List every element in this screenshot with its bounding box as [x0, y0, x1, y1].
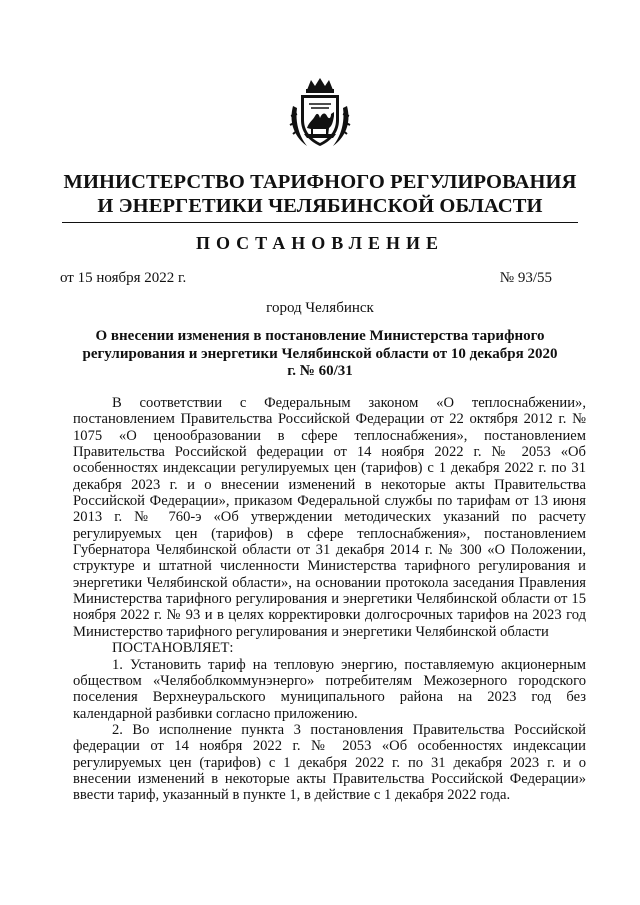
- item-1-paragraph: 1. Установить тариф на тепловую энергию, поставляемую акционерным обществом «Челябоблкоммунэнерго» потребителям Межозерного городского поселения Верхнеуральского муниципального района на 2023 год без календарной разбивки согласно приложению.: [73, 656, 586, 722]
- document-type-title: ПОСТАНОВЛЕНИЕ: [195, 233, 445, 253]
- preamble-paragraph: В соответствии с Федеральным законом «О теплоснабжении», постановлением Правительства Российской Федерации от 22 октября 2012 г. № 1075 «О ценообразовании в сфере теплоснабжения», постановлением Правительства Российской федерации от 14 ноября 2022 г. № 2053 «Об особенностях индексации регулируемых цен (тарифов) с 1 декабря 2022 г. по 31 декабря 2023 г. и о внесении изменений в некоторые акты Правительства Российской Федерации», приказом Федеральной службы по тарифам от 13 июня 2013 г. № 760-э «Об утверждении методических указаний по расчету регулируемых цен (тарифов) в сфере теплоснабжения», постановлением Губернатора Челябинской области от 31 декабря 2014 г. № 300 «О Положении, структуре и штатной численности Министерства тарифного регулирования и энергетики Челябинской области», на основании протокола заседания Правления Министерства тарифного регулирования и энергетики Челябинской области от 15 ноября 2022 г. № 93 и в целях корректировки долгосрочных тарифов на 2023 год Министерство тарифного регулирования и энергетики Челябинской области: [73, 395, 586, 640]
- document-subject: О внесении изменения в постановление Министерства тарифного регулирования и энергетики Челябинской области от 10 декабря 2020 г. № 60/31: [82, 328, 558, 379]
- document-number: № 93/55: [499, 270, 552, 286]
- ministry-name: [40, 170, 600, 218]
- ministry-name-line1: МИНИСТЕРСТВО ТАРИФНОГО РЕГУЛИРОВАНИЯ: [63, 171, 577, 193]
- document-date: от 15 ноября 2022 г.: [60, 270, 187, 286]
- header-divider: [62, 222, 578, 223]
- document-city: город Челябинск: [266, 300, 374, 316]
- resolves-heading: ПОСТАНОВЛЯЕТ:: [112, 640, 234, 657]
- coat-of-arms-icon: [287, 76, 353, 150]
- item-2-paragraph: 2. Во исполнение пункта 3 постановления Правительства Российской федерации от 14 ноября 2022 г. № 2053 «Об особенностях индексации регулируемых цен (тарифов) с 1 декабря 2022 г. по 31 декабря 2023 г. и о внесении изменений в некоторые акты Правительства Российской Федерации» ввести тариф, указанный в пункте 1, в действие с 1 декабря 2022 года.: [73, 721, 586, 804]
- ministry-name-line2: И ЭНЕРГЕТИКИ ЧЕЛЯБИНСКОЙ ОБЛАСТИ: [97, 195, 543, 217]
- document-body: [73, 395, 586, 804]
